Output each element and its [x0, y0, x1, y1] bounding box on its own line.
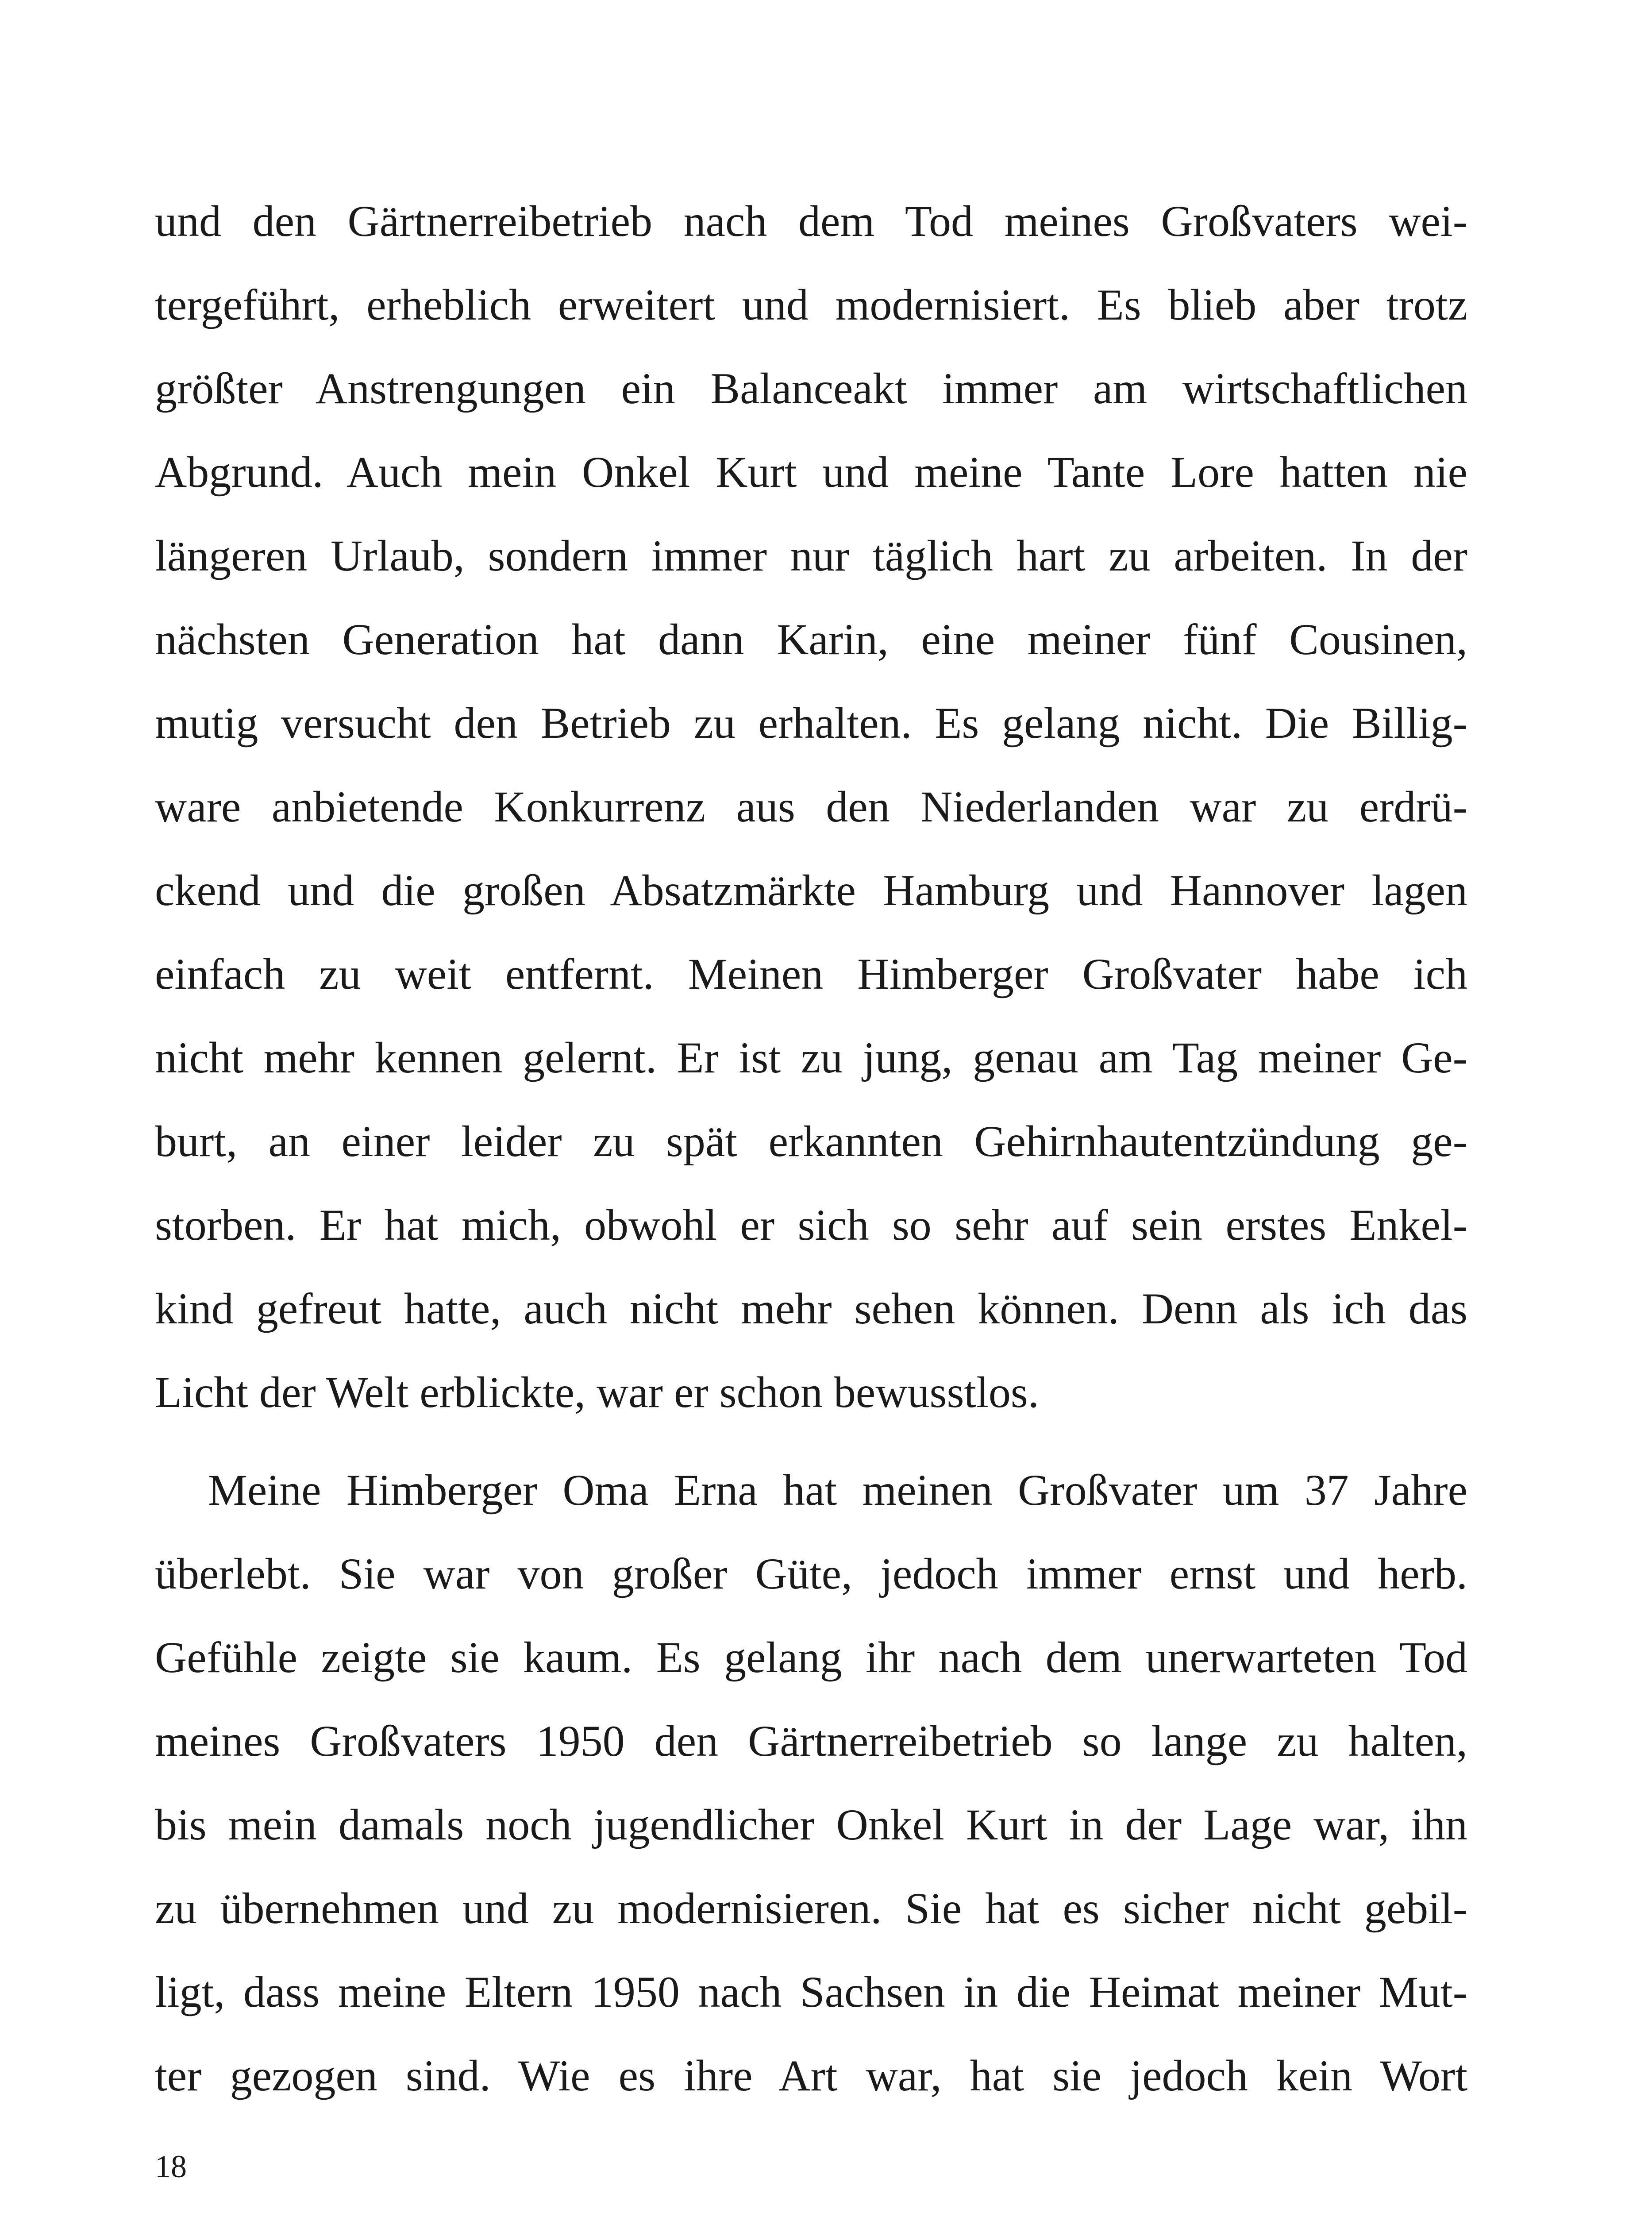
text-line: Gefühle zeigte sie kaum. Es gelang ihr nach dem unerwarteten Tod: [155, 1633, 1467, 1682]
text-line: tergeführt, erheblich erweitert und modernisiert. Es blieb aber trotz: [155, 280, 1467, 329]
text-line: Abgrund. Auch mein Onkel Kurt und meine Tante Lore hatten nie: [155, 447, 1467, 497]
text-line: nächsten Generation hat dann Karin, eine meiner fünf Cousinen,: [155, 615, 1467, 664]
text-line: Licht der Welt erblickte, war er schon bewusstlos.: [155, 1368, 1039, 1417]
text-line: nicht mehr kennen gelernt. Er ist zu jung, genau am Tag meiner Ge-: [155, 1033, 1467, 1082]
text-line: ligt, dass meine Eltern 1950 nach Sachsen in die Heimat meiner Mut-: [155, 1967, 1467, 2016]
text-line: burt, an einer leider zu spät erkannten Gehirnhautentzündung ge-: [155, 1117, 1467, 1166]
text-line: ware anbietende Konkurrenz aus den Niederlanden war zu erdrü-: [155, 782, 1467, 831]
text-line: meines Großvaters 1950 den Gärtnerreibetrieb so lange zu halten,: [155, 1716, 1467, 1766]
text-line: längeren Urlaub, sondern immer nur täglich hart zu arbeiten. In der: [155, 531, 1467, 580]
text-line: größter Anstrengungen ein Balanceakt immer am wirtschaftlichen: [155, 364, 1467, 413]
text-line: bis mein damals noch jugendlicher Onkel Kurt in der Lage war, ihn: [155, 1800, 1467, 1849]
page-number: 18: [155, 2149, 187, 2184]
text-line: ter gezogen sind. Wie es ihre Art war, hat sie jedoch kein Wort: [155, 2051, 1467, 2100]
text-line: storben. Er hat mich, obwohl er sich so sehr auf sein erstes Enkel-: [155, 1200, 1467, 1249]
text-line: kind gefreut hatte, auch nicht mehr sehen können. Denn als ich das: [155, 1284, 1467, 1333]
text-line: überlebt. Sie war von großer Güte, jedoch immer ernst und herb.: [155, 1549, 1467, 1598]
text-line: Meine Himberger Oma Erna hat meinen Großvater um 37 Jahre: [208, 1465, 1467, 1515]
text-line: und den Gärtnerreibetrieb nach dem Tod meines Großvaters wei-: [155, 197, 1467, 246]
text-line: einfach zu weit entfernt. Meinen Himberger Großvater habe ich: [155, 949, 1467, 999]
text-line: ckend und die großen Absatzmärkte Hamburg und Hannover lagen: [155, 866, 1467, 915]
text-line: mutig versucht den Betrieb zu erhalten. Es gelang nicht. Die Billig-: [155, 698, 1467, 748]
text-line: zu übernehmen und zu modernisieren. Sie hat es sicher nicht gebil-: [155, 1884, 1467, 1933]
